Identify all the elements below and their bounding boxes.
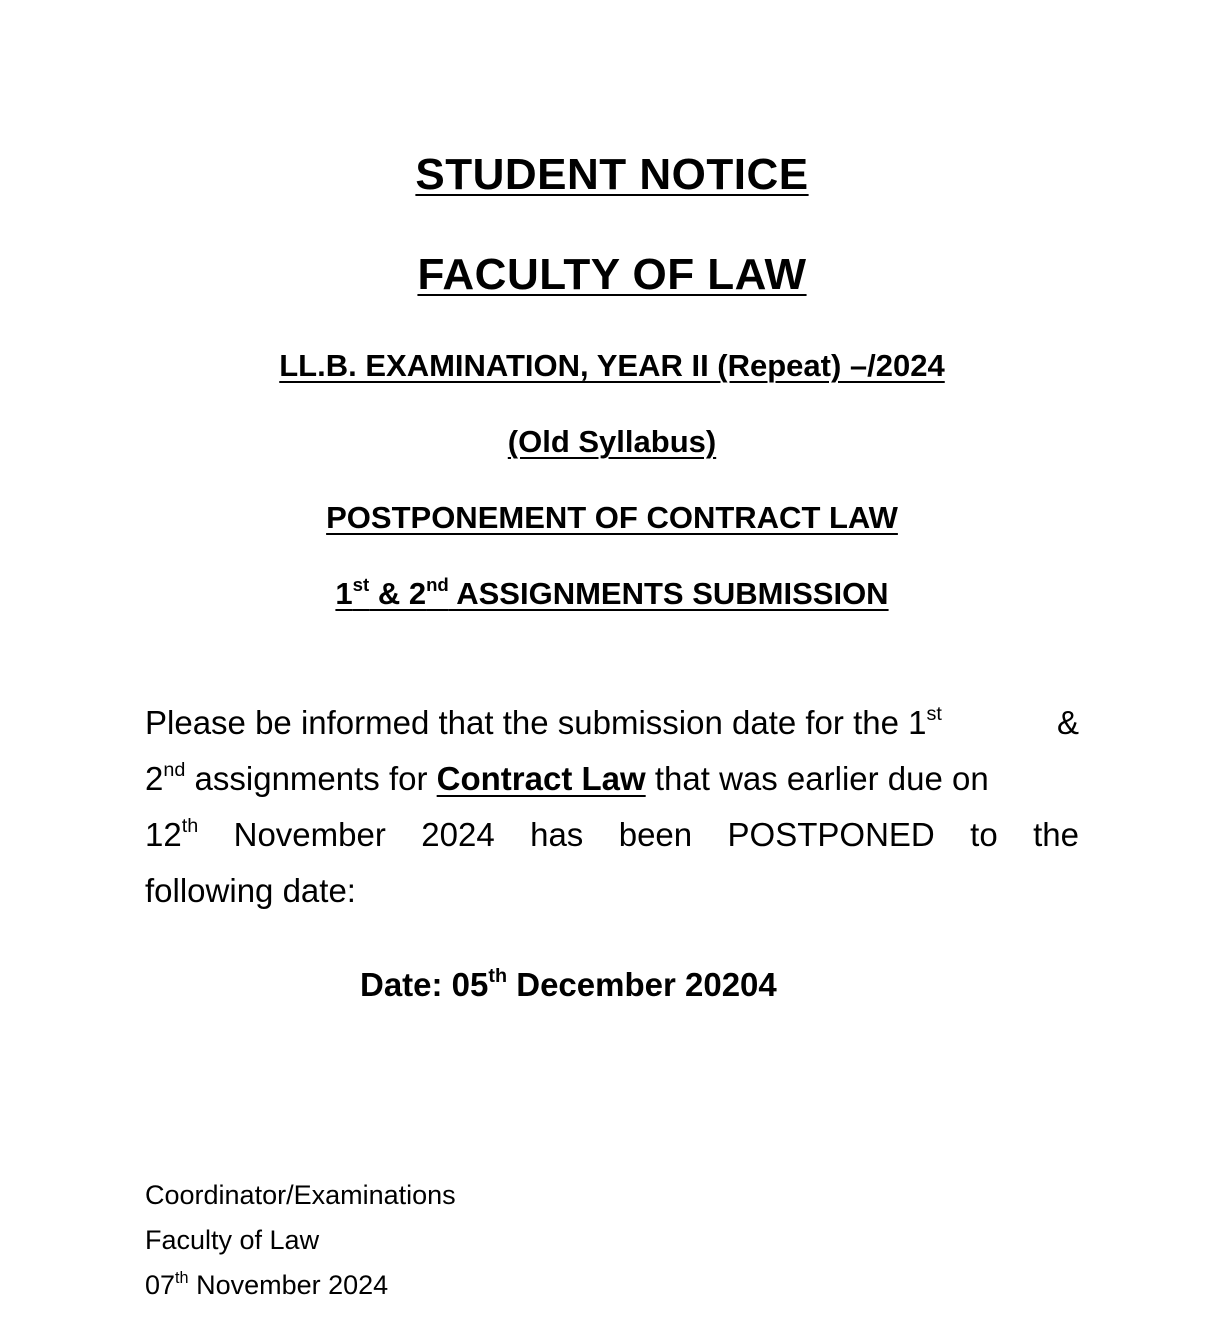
body-line-3-word-3: 2024 [421,816,495,853]
signature-date [145,1270,388,1301]
signature-role [145,1180,456,1211]
body-line-2-mid: assignments for [185,760,437,797]
body-line-3 [145,816,1079,854]
signature-role-text: Coordinator/Examinations [145,1180,456,1210]
new-due-date-suffix: th [488,965,508,988]
body-line-3-word-1 [145,816,198,854]
body-line-3-word-8: the [1033,816,1079,853]
assignments-heading-n1: 1 [335,576,353,611]
body-line-3-word-4: has [530,816,584,853]
body-line-3-word-7: to [970,816,998,853]
body-line-1-amp: & [1056,704,1079,741]
body-line-1-suffix: st [926,703,942,726]
signature-dept [145,1225,319,1256]
new-due-date [360,966,777,1004]
body-line-4 [145,872,1079,910]
subject-heading-text: POSTPONEMENT OF CONTRACT LAW [326,500,898,535]
signature-date-rest: November 2024 [188,1270,389,1300]
body-line-1 [145,704,1079,742]
body-line-3-day: 12 [145,816,182,853]
body-line-2-suffix: nd [163,759,186,782]
assignments-heading-rest: ASSIGNMENTS SUBMISSION [448,576,889,611]
body-line-2-end: that was earlier due on [645,760,989,797]
assignments-heading-n2-suffix: nd [426,573,449,595]
notice-title [0,150,1224,200]
syllabus-heading [0,424,1224,460]
body-line-3-word-6: POSTPONED [727,816,935,853]
new-due-date-prefix: Date: 05 [360,966,489,1003]
body-line-1-main: Please be informed that the submission date for the 1 [145,704,927,741]
signature-date-day: 07 [145,1270,176,1300]
assignments-heading-n1-suffix: st [352,573,370,595]
signature-date-suffix: th [175,1268,189,1287]
body-line-4-text: following date: [145,872,356,909]
assignments-heading-text [335,573,889,611]
subject-heading [0,500,1224,536]
body-line-3-word-5: been [618,816,693,853]
assignments-heading-amp: & 2 [369,576,427,611]
faculty-heading [0,250,1224,300]
exam-heading-text: LL.B. EXAMINATION, YEAR II (Repeat) –/2024 [279,348,945,383]
body-line-2 [145,760,1079,798]
body-line-1-text [145,704,942,742]
syllabus-heading-text: (Old Syllabus) [507,424,717,459]
contract-law-emphasis: Contract Law [436,760,646,797]
body-line-3-word-2: November [233,816,386,853]
faculty-heading-text: FACULTY OF LAW [417,250,807,299]
assignments-heading [0,573,1224,612]
body-line-2-start: 2 [145,760,164,797]
body-line-3-suffix: th [181,815,199,838]
exam-heading [0,348,1224,384]
new-due-date-rest: December 20204 [507,966,777,1003]
signature-dept-text: Faculty of Law [145,1225,320,1255]
notice-title-text: STUDENT NOTICE [415,150,809,199]
